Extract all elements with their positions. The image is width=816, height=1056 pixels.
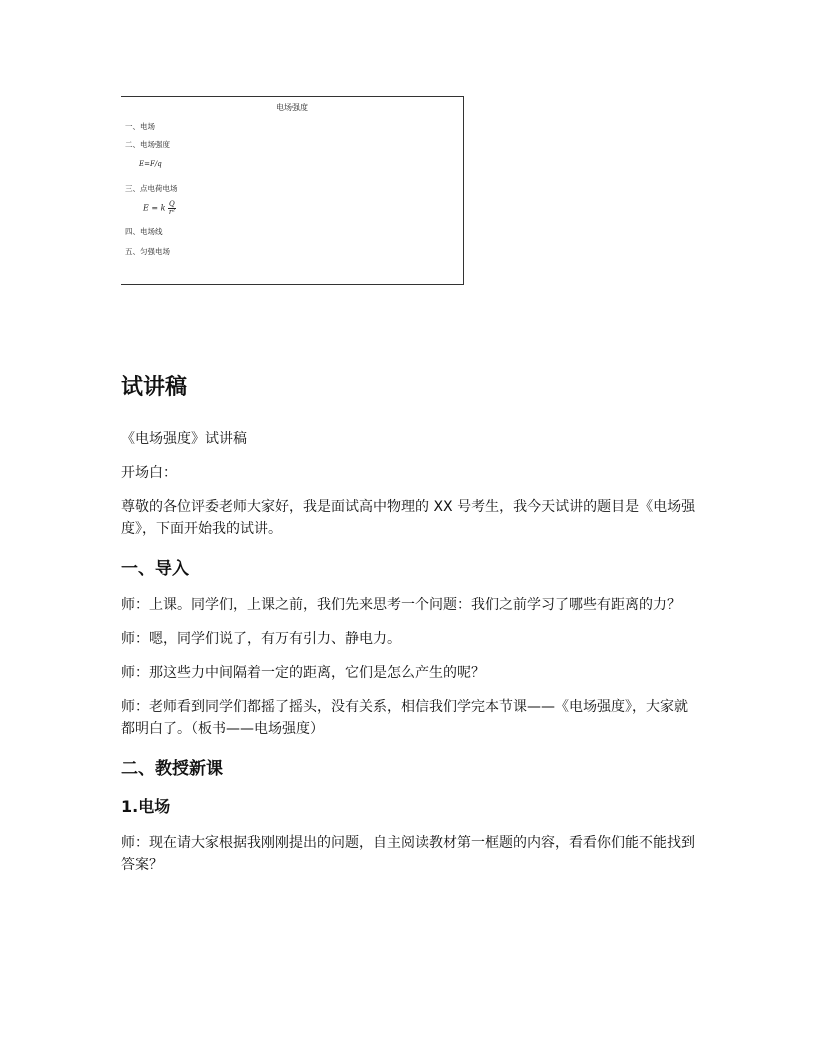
section-heading-new-lesson: 二、教授新课: [121, 759, 223, 779]
paragraph: 师：现在请大家根据我刚刚提出的问题，自主阅读教材第一框题的内容，看看你们能不能找到答案？: [121, 835, 695, 873]
board-formula-point-charge: [143, 201, 176, 216]
opening-label: 开场白：: [121, 465, 177, 481]
board-item-5: 五、匀强电场: [125, 247, 170, 256]
board-item-1: 一、电场: [125, 122, 155, 131]
page-title: 试讲稿: [121, 375, 188, 400]
board-item-3: 三、点电荷电场: [125, 184, 178, 193]
opening-paragraph: 尊敬的各位评委老师大家好，我是面试高中物理的 XX 号考生，我今天试讲的题目是《电场强度》，下面开始我的试讲。: [121, 499, 696, 537]
doc-subtitle: 《电场强度》试讲稿: [121, 431, 247, 447]
document-body: [121, 370, 701, 888]
section-heading-intro: 一、导入: [121, 559, 189, 579]
formula-numerator: Q: [169, 200, 175, 208]
formula-lhs: E = k: [143, 203, 166, 213]
paragraph: 师：嗯，同学们说了，有万有引力、静电力。: [121, 631, 401, 647]
blackboard-image: [121, 96, 464, 285]
paragraph: 师：那这些力中间隔着一定的距离，它们是怎么产生的呢？: [121, 665, 485, 681]
formula-fraction: [168, 201, 176, 216]
board-item-2: 二、电场强度: [125, 140, 170, 149]
formula-denominator: r²: [168, 208, 175, 216]
board-formula-field: E=F/q: [139, 160, 162, 168]
paragraph: 师：老师看到同学们都摇了摇头，没有关系，相信我们学完本节课——《电场强度》，大家就都明白了。（板书——电场强度）: [121, 699, 688, 737]
subsection-heading-field: 1.电场: [121, 797, 171, 816]
board-item-4: 四、电场线: [125, 227, 163, 236]
board-title: 电场强度: [276, 103, 308, 112]
paragraph: 师：上课。同学们，上课之前，我们先来思考一个问题：我们之前学习了哪些有距离的力？: [121, 597, 681, 613]
